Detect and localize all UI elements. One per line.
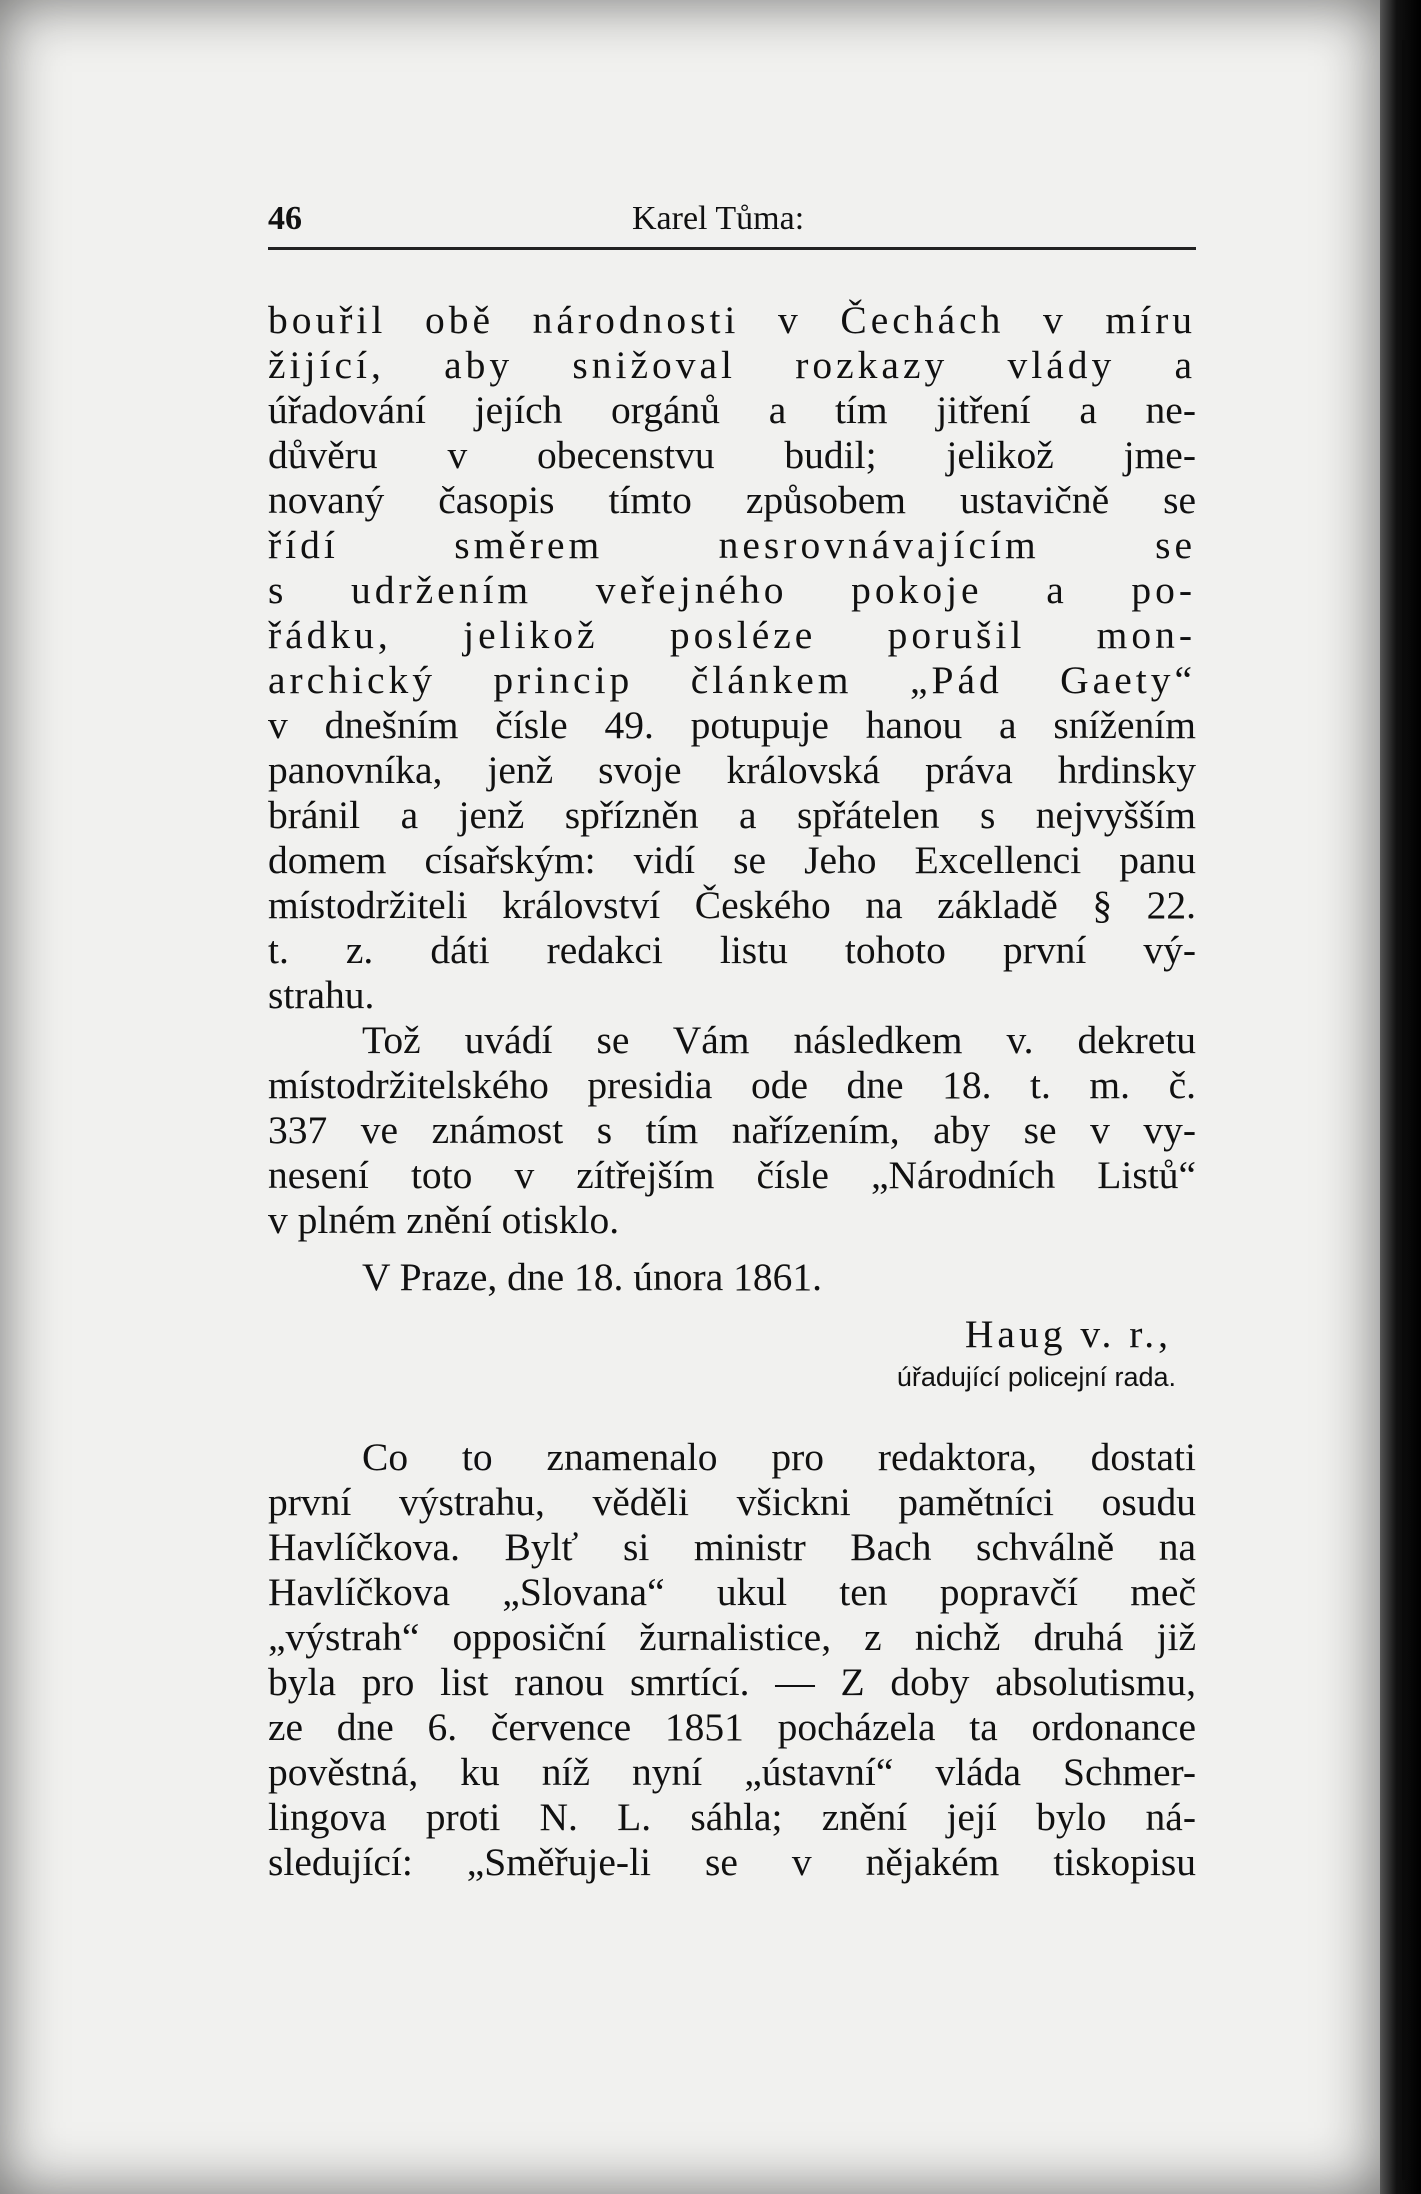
text-line: první výstrahu, věděli všickni pamětníci osudu [268,1480,1196,1524]
text-line: novaný časopis tímto způsobem ustavičně se [268,478,1196,522]
text-line: Co to znamenalo pro redaktora, dostati [362,1435,1196,1479]
paragraph-notice [268,1018,1196,1243]
text-line: Havlíčkova. Bylť si ministr Bach schválně na [268,1525,1196,1569]
page-header [268,200,1196,244]
text-line: Tož uvádí se Vám následkem v. dekretu [362,1018,1196,1062]
paragraph-decree [268,298,1196,1018]
text-line: archický princip článkem „Pád Gaety“ [268,658,1196,702]
text-line: řídí směrem nesrovnávajícím se [268,523,1196,567]
book-edge-line [1402,40,1407,2180]
text-line: místodržiteli království Českého na základě § 22. [268,883,1196,927]
running-title: Karel Tůma: [632,200,805,237]
paragraph-commentary [268,1435,1196,1885]
text-line: pověstná, ku níž nyní „ústavní“ vláda Schmer- [268,1750,1196,1794]
text-line: strahu. [268,973,375,1017]
book-edge-shadow [1380,0,1421,2194]
text-line: úřadování jejích orgánů a tím jitření a ne- [268,388,1196,432]
signature-name: Haug v. r., [964,1312,1172,1356]
text-line: žijící, aby snižoval rozkazy vlády a [268,343,1196,387]
signature-block [268,1312,1196,1397]
text-line: bouřil obě národnosti v Čechách v míru [268,298,1196,342]
body-text [268,298,1196,1885]
page-number: 46 [268,200,302,237]
text-line: bránil a jenž spřízněn a spřátelen s nejvyšším [268,793,1196,837]
text-line: v plném znění otisklo. [268,1198,620,1242]
paragraph-date [268,1255,1196,1300]
text-line: nesení toto v zítřejším čísle „Národních Listů“ [268,1153,1196,1197]
text-line: v dnešním čísle 49. potupuje hanou a snížením [268,703,1196,747]
text-line: panovníka, jenž svoje královská práva hrdinsky [268,748,1196,792]
date-line: V Praze, dne 18. února 1861. [362,1255,822,1299]
text-line: lingova proti N. L. sáhla; znění její bylo ná- [268,1795,1196,1839]
text-line: t. z. dáti redakci listu tohoto první vý- [268,928,1196,972]
text-line: 337 ve známost s tím nařízením, aby se v vy- [268,1108,1196,1152]
text-line: s udržením veřejného pokoje a po- [268,568,1196,612]
text-line: řádku, jelikož posléze porušil mon- [268,613,1196,657]
text-line: byla pro list ranou smrtící. — Z doby absolutismu, [268,1660,1196,1704]
text-line: sledující: „Směřuje-li se v nějakém tiskopisu [268,1840,1196,1884]
text-line: důvěru v obecenstvu budil; jelikož jme- [268,433,1196,477]
text-line: ze dne 6. července 1851 pocházela ta ordonance [268,1705,1196,1749]
text-line: domem císařským: vidí se Jeho Excellenci panu [268,838,1196,882]
header-rule [268,247,1196,250]
signature-role: úřadující policejní rada. [896,1362,1176,1392]
text-line: místodržitelského presidia ode dne 18. t. m. č. [268,1063,1196,1107]
text-line: „výstrah“ opposiční žurnalistice, z nichž druhá již [268,1615,1196,1659]
text-line: Havlíčkova „Slovana“ ukul ten popravčí meč [268,1570,1196,1614]
